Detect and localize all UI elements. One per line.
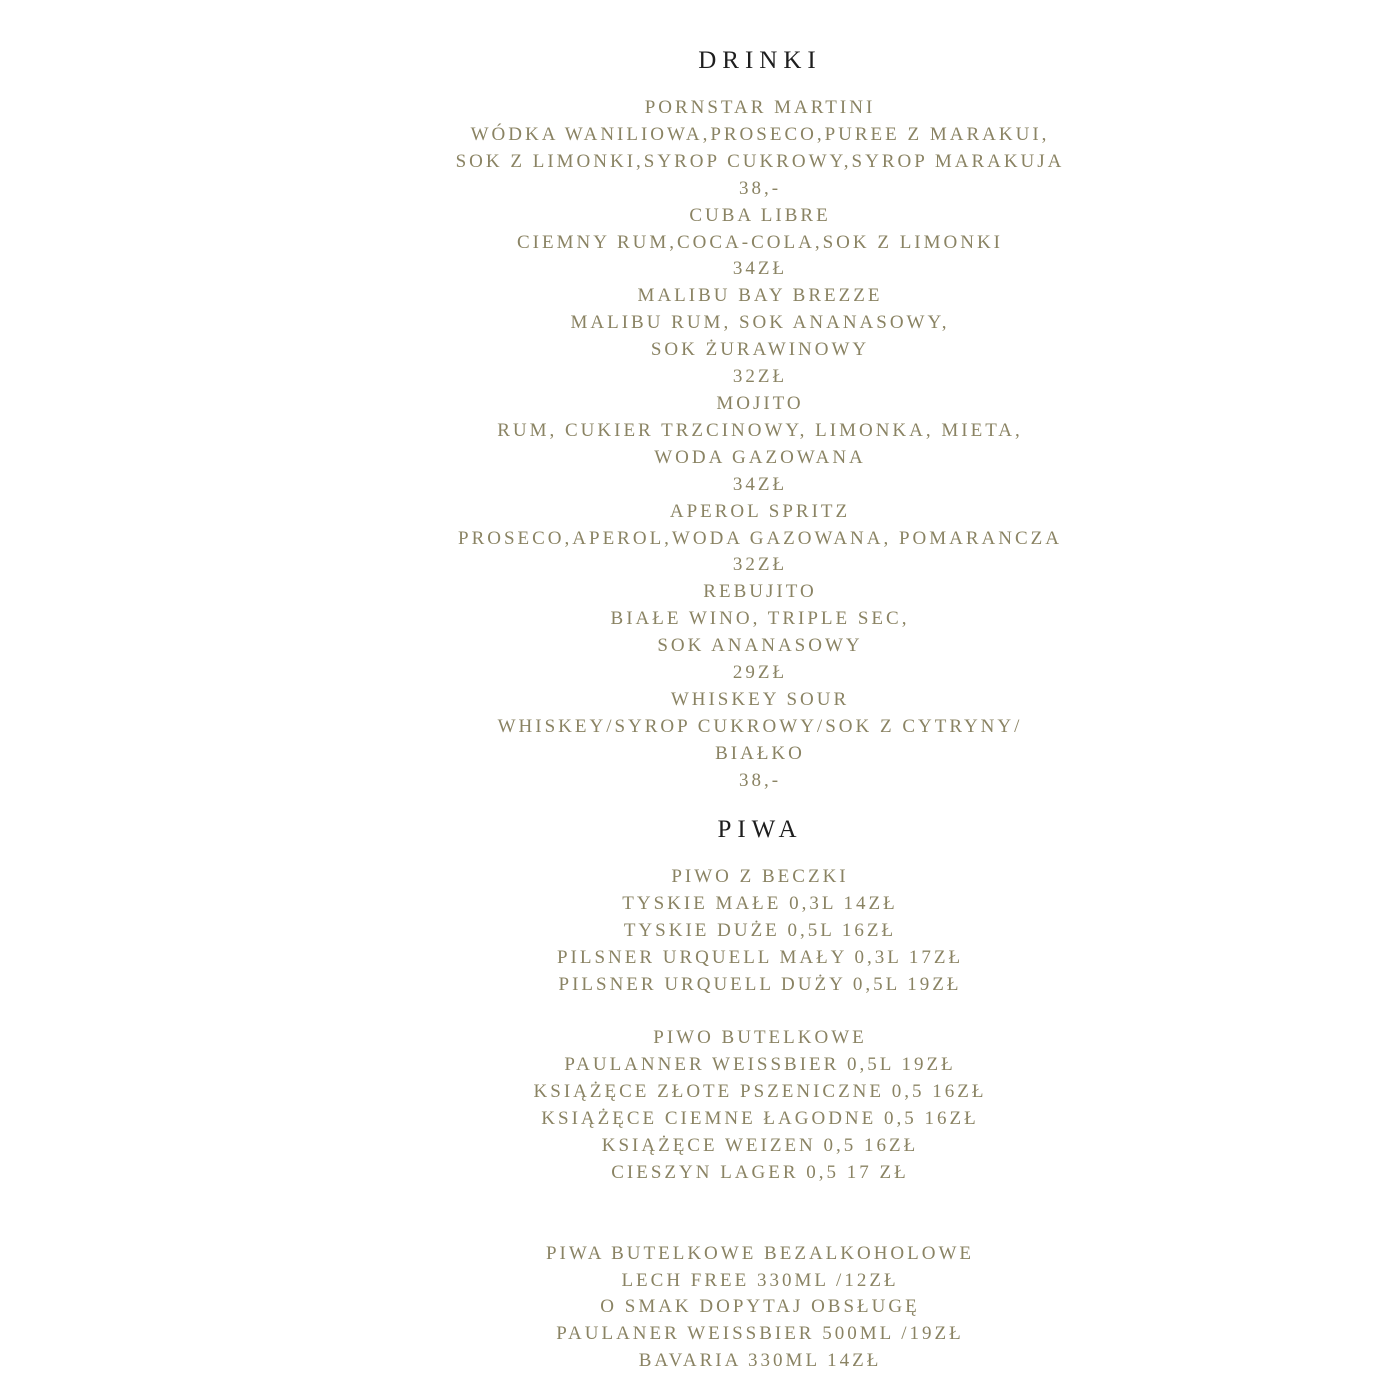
- drink-ingredients: SOK ŻURAWINOWY: [650, 339, 870, 361]
- beer-item: CIESZYN LAGER 0,5 17 ZŁ: [611, 1161, 909, 1183]
- beer-item: KSIĄŻĘCE WEIZEN 0,5 16ZŁ: [601, 1135, 919, 1157]
- beer-item: PILSNER URQUELL MAŁY 0,3L 17ZŁ: [556, 946, 964, 968]
- drinks-section: [380, 46, 1140, 76]
- drink-price: 32ZŁ: [732, 554, 788, 576]
- draft-beer-group: [380, 864, 1140, 999]
- beer-group-title: PIWA BUTELKOWE BEZALKOHOLOWE: [545, 1242, 975, 1264]
- drink-name: REBUJITO: [703, 581, 817, 603]
- drink-price: 34ZŁ: [732, 258, 788, 280]
- drink-ingredients: WODA GAZOWANA: [654, 446, 866, 468]
- bottled-beer-group: [380, 1025, 1140, 1186]
- beers-section: [380, 815, 1140, 845]
- drink-price: 38,-: [738, 769, 782, 791]
- drink-ingredients: WÓDKA WANILIOWA,PROSECO,PUREE Z MARAKUI,: [470, 123, 1050, 145]
- drinks-heading: DRINKI: [698, 47, 822, 74]
- beer-item: TYSKIE DUŻE 0,5L 16ZŁ: [623, 919, 897, 941]
- drink-name: MOJITO: [716, 392, 804, 414]
- drinks-list: [380, 95, 1140, 795]
- drink-ingredients: PROSECO,APEROL,WODA GAZOWANA, POMARANCZA: [458, 527, 1062, 549]
- drink-name: MALIBU BAY BREZZE: [637, 285, 883, 307]
- spacer: [380, 1187, 1140, 1241]
- drink-price: 32ZŁ: [732, 366, 788, 388]
- drink-ingredients: WHISKEY/SYROP CUKROWY/SOK Z CYTRYNY/: [497, 715, 1023, 737]
- beer-item: KSIĄŻĘCE ZŁOTE PSZENICZNE 0,5 16ZŁ: [533, 1081, 987, 1103]
- drink-price: 34ZŁ: [732, 473, 788, 495]
- drink-ingredients: CIEMNY RUM,COCA-COLA,SOK Z LIMONKI: [516, 231, 1004, 253]
- drink-name: CUBA LIBRE: [689, 204, 831, 226]
- drink-ingredients: MALIBU RUM, SOK ANANASOWY,: [570, 312, 950, 334]
- beers-list: [380, 864, 1140, 1375]
- drink-name: WHISKEY SOUR: [670, 688, 850, 710]
- beer-group-title: PIWO Z BECZKI: [671, 866, 849, 887]
- drink-ingredients: BIAŁE WINO, TRIPLE SEC,: [610, 608, 910, 630]
- drink-price: 38,-: [738, 177, 782, 199]
- beer-item: LECH FREE 330ML /12ZŁ: [621, 1269, 899, 1291]
- beer-item: PAULANER WEISSBIER 500ML /19ZŁ: [556, 1323, 964, 1345]
- drink-price: 29ZŁ: [732, 662, 788, 684]
- beer-group-title: PIWO BUTELKOWE: [653, 1027, 867, 1049]
- beer-item: BAVARIA 330ML 14ZŁ: [638, 1350, 882, 1372]
- beer-item: TYSKIE MAŁE 0,3L 14ZŁ: [622, 892, 898, 914]
- beer-item: PAULANNER WEISSBIER 0,5L 19ZŁ: [564, 1054, 956, 1076]
- beer-item: KSIĄŻĘCE CIEMNE ŁAGODNE 0,5 16ZŁ: [541, 1108, 979, 1130]
- drink-ingredients: SOK ANANASOWY: [657, 635, 863, 657]
- spacer: [380, 999, 1140, 1026]
- drink-ingredients: RUM, CUKIER TRZCINOWY, LIMONKA, MIETA,: [497, 419, 1023, 441]
- drink-name: PORNSTAR MARTINI: [644, 97, 876, 118]
- beer-item: O SMAK DOPYTAJ OBSŁUGĘ: [600, 1296, 920, 1318]
- beer-item: PILSNER URQUELL DUŻY 0,5L 19ZŁ: [558, 973, 962, 995]
- drink-ingredients: BIAŁKO: [715, 742, 805, 764]
- non-alcoholic-beer-group: [380, 1241, 1140, 1376]
- beers-heading: PIWA: [717, 816, 803, 843]
- drink-ingredients: SOK Z LIMONKI,SYROP CUKROWY,SYROP MARAKUJA: [455, 150, 1065, 172]
- drink-name: APEROL SPRITZ: [669, 500, 851, 522]
